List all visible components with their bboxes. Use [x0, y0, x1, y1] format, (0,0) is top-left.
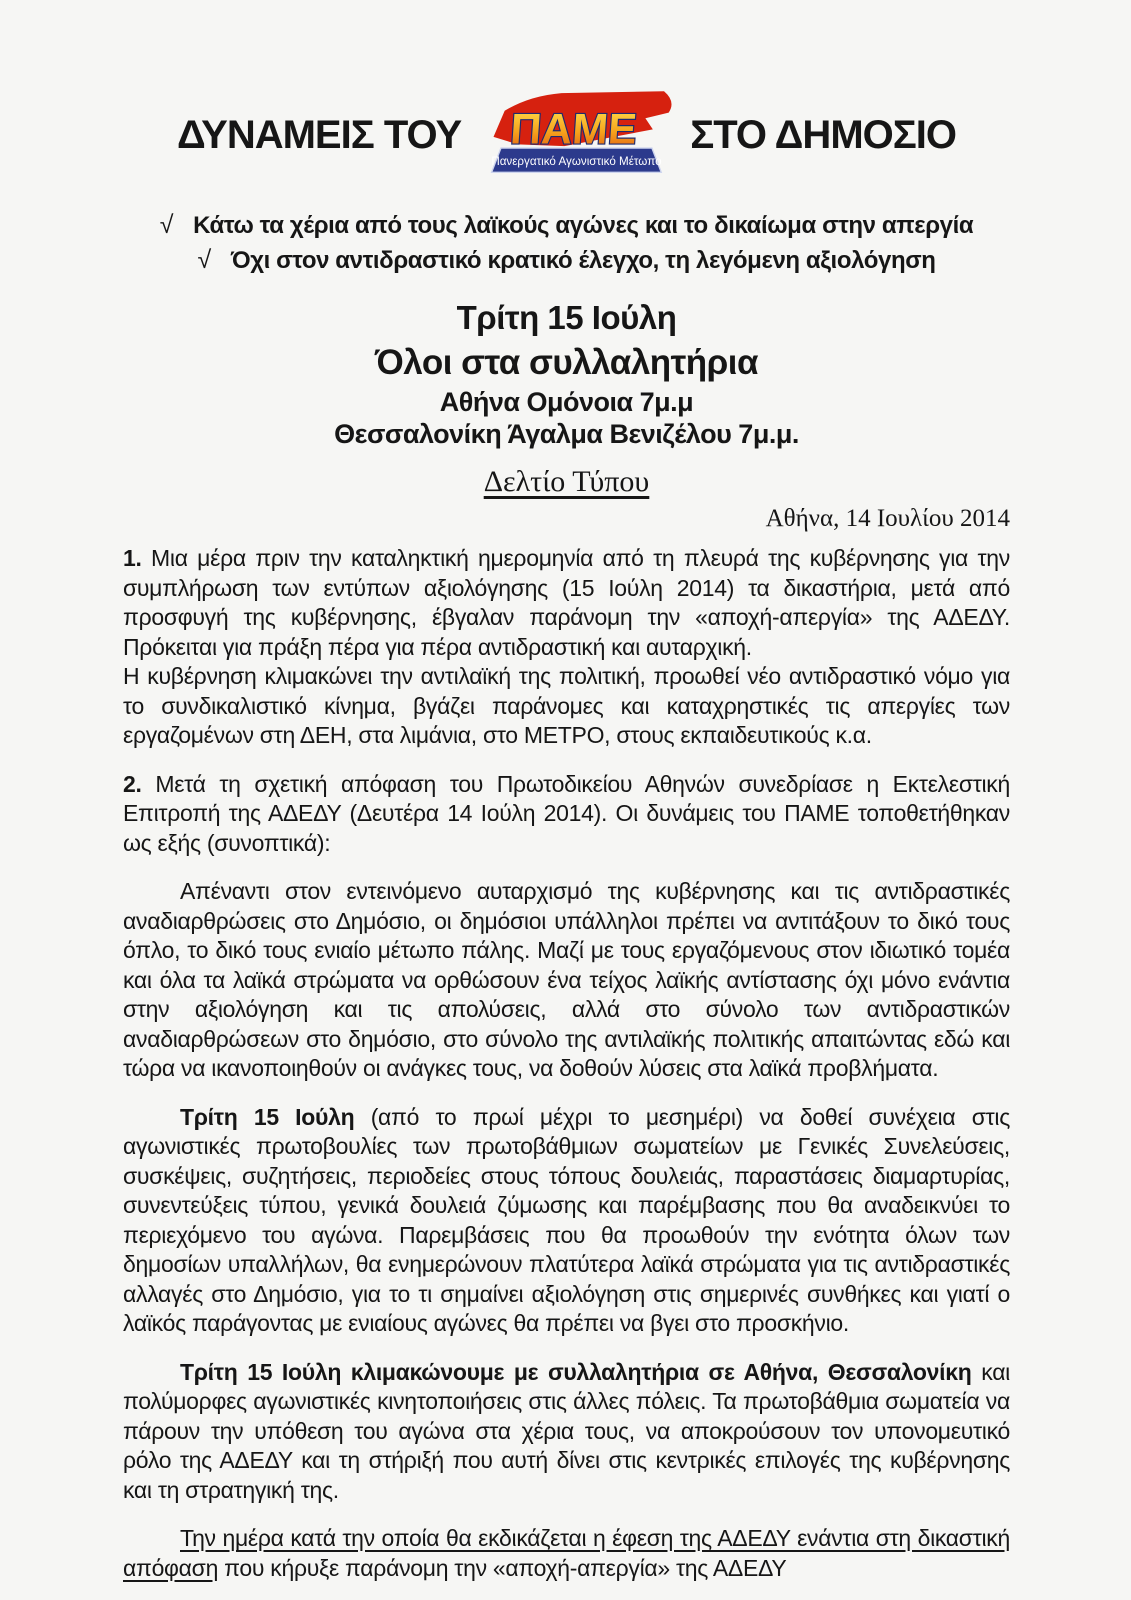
slogan-text: Όχι στον αντιδραστικό κρατικό έλεγχο, τη λεγόμενη αξιολόγηση: [230, 247, 936, 274]
paragraph-5: Τρίτη 15 Ιούλη κλιμακώνουμε με συλλαλητήρια σε Αθήνα, Θεσσαλονίκη και πολύμορφες αγωνιστικές κινητοποιήσεις στις άλλες πόλεις. Τα πρωτοβάθμια σωματεία να πάρουν την υπόθεση του αγώνα στα χέρια τους, να αποκρούσουν τον υπονομευτικό ρόλο της ΑΔΕΔΥ και τη στήριξή που αυτή δίνει στις κεντρικές επιλογές της κυβέρνησης και τη στρατηγική της.: [123, 1358, 1010, 1503]
rally-callout-line: Όλοι στα συλλαλητήρια: [374, 343, 759, 382]
body-paragraphs: [123, 544, 1010, 1583]
rally-date-line: Τρίτη 15 Ιούλη: [456, 299, 677, 336]
rally-location-athens: Αθήνα Ομόνοια 7μ.μ: [439, 387, 694, 417]
masthead: [123, 86, 1010, 184]
press-release-title: Δελτίο Τύπου: [483, 465, 650, 498]
slogan-item: [123, 208, 1010, 243]
masthead-right-text: ΣΤΟ ΔΗΜΟΣΙΟ: [690, 112, 956, 157]
rally-location-thessaloniki: Θεσσαλονίκη Άγαλμα Βενιζέλου 7μ.μ.: [334, 419, 799, 449]
paragraph-6: Την ημέρα κατά την οποία θα εκδικάζεται η έφεση της ΑΔΕΔΥ ενάντια στη δικαστική απόφαση που κήρυξε παράνομη την «αποχή-απεργία» της ΑΔΕΔΥ: [123, 1525, 1010, 1581]
paragraph-3: Απέναντι στον εντεινόμενο αυταρχισμό της κυβέρνησης και τις αντιδραστικές αναδιαρθρώσεις στο Δημόσιο, οι δημόσιοι υπάλληλοι πρέπει να αντιτάξουν το δικό τους όπλο, το δικό τους ενιαίο μέτωπο πάλης. Μαζί με τους εργαζόμενους στον ιδιωτικό τομέα και όλα τα λαϊκά στρώματα να ορθώσουν ένα τείχος λαϊκής αντίστασης όχι μόνο ενάντια στην αξιολόγηση και τις απολύσεις, αλλά στο σύνολο των αντιδραστικών αναδιαρθρώσεων στο δημόσιο, στο σύνολο της αντιλαϊκής πολιτικής απαιτώντας εδώ και τώρα να ικανοποιηθούν οι ανάγκες τους, να δοθούν λύσεις στα λαϊκά προβλήματα.: [123, 878, 1010, 1081]
logo-banner-subtitle: Πανεργατικό Αγωνιστικό Μέτωπο: [491, 154, 662, 168]
check-icon: √: [197, 246, 211, 274]
paragraph-2: 2. Μετά τη σχετική απόφαση του Πρωτοδικείου Αθηνών συνεδρίασε η Εκτελεστική Επιτροπή της ΑΔΕΔΥ (Δευτέρα 14 Ιούλη 2014). Οι δυνάμεις του ΠΑΜΕ τοποθετήθηκαν ως εξής (συνοπτικά):: [123, 770, 1010, 856]
logo-wordmark: ΠΑΜΕ: [509, 105, 639, 154]
check-icon: √: [159, 211, 174, 239]
paragraph-1: 1. Μια μέρα πριν την καταληκτική ημερομηνία από τη πλευρά της κυβέρνησης για την συμπλήρωση των εντύπων αξιολόγησης (15 Ιούλη 2014) τα δικαστήρια, μετά από προσφυγή της κυβέρνησης, έβγαλαν παράνομη την «αποχή-απεργία» της ΑΔΕΔΥ. Πρόκειται για πράξη πέρα για πέρα αντιδραστική και αυταρχική. Η κυβέρνηση κλιμακώνει την αντιλαϊκή της πολιτική, προωθεί νέο αντιδραστικό νόμο για το συνδικαλιστικό κίνημα, βγάζει παράνομες και καταχρηστικές τις απεργίες των εργαζομένων στη ΔΕΗ, στα λιμάνια, στο ΜΕΤΡΟ, στους εκπαιδευτικούς κ.α.: [123, 545, 1010, 748]
pame-logo: [473, 88, 678, 182]
rally-announcement: [123, 296, 1010, 450]
slogan-text: Κάτω τα χέρια από τους λαϊκούς αγώνες και το δικαίωμα στην απεργία: [193, 212, 974, 239]
slogan-list: [123, 208, 1010, 278]
paragraph-4: Τρίτη 15 Ιούλη (από το πρωί μέχρι το μεσημέρι) να δοθεί συνέχεια στις αγωνιστικές πρωτοβουλίες των πρωτοβάθμιων σωματείων με Γενικές Συνελεύσεις, συσκέψεις, συζητήσεις, περιοδείες στους τόπους δουλειάς, παραστάσεις διαμαρτυρίας, συνεντεύξεις τύπου, γενικά δουλειά ζύμωσης και παρέμβασης που θα αναδεικνύει το περιεχόμενο του αγώνα. Παρεμβάσεις που θα προωθούν την ενότητα όλων των δημοσίων υπαλλήλων, θα ενημερώνουν πλατύτερα λαϊκά στρώματα για τις αντιδραστικές αλλαγές στο Δημόσιο, για το τι σημαίνει αξιολόγηση στις σημερινές συνθήκες και γιατί ο λαϊκός παράγοντας με ενιαίους αγώνες θα πρέπει να βγει στο προσκήνιο.: [123, 1103, 1010, 1336]
masthead-left-text: ΔΥΝΑΜΕΙΣ ΤΟΥ: [177, 112, 462, 157]
slogan-item: [123, 243, 1010, 278]
dateline: Αθήνα, 14 Ιουλίου 2014: [765, 505, 1010, 532]
